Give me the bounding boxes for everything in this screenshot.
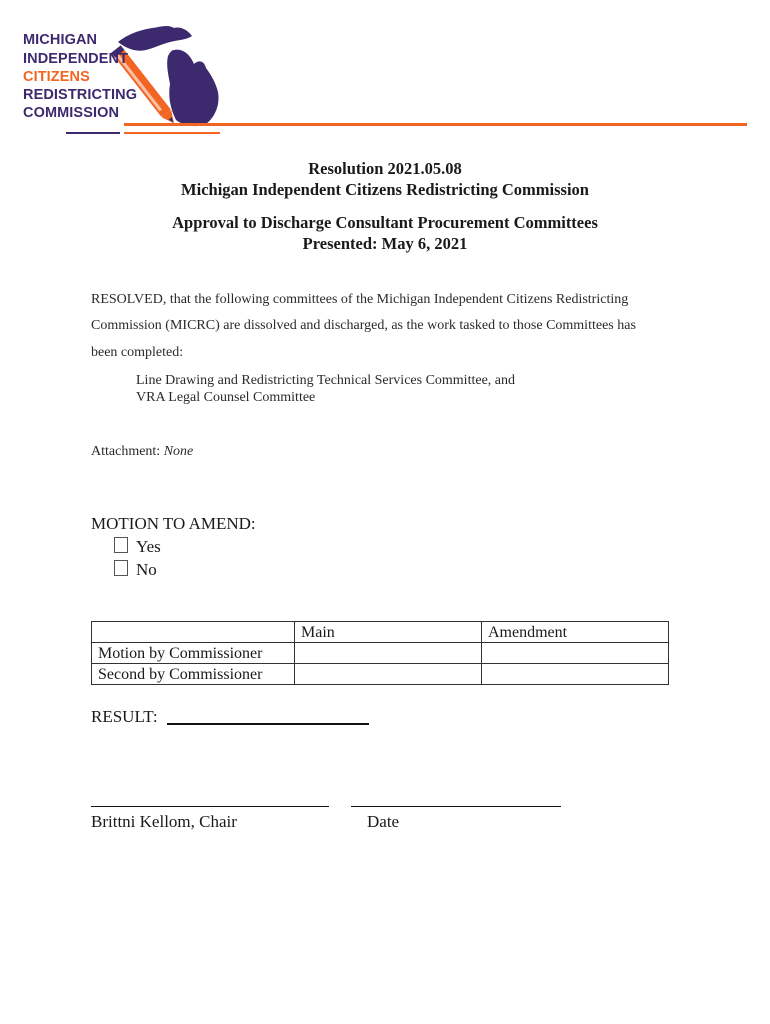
- date-label: Date: [367, 812, 400, 831]
- committee-item-2: VRA Legal Counsel Committee: [136, 390, 316, 405]
- option-label-yes: Yes: [136, 537, 161, 556]
- attachment-line: [91, 444, 193, 460]
- signatory-name: Brittni Kellom, Chair: [91, 812, 237, 831]
- logo-underline-orange: [124, 132, 220, 134]
- row-label-second: Second by Commissioner: [92, 664, 295, 685]
- table-row: [92, 664, 669, 685]
- michigan-map-with-pen-icon: [108, 20, 248, 135]
- logo-text-line-5: COMMISSION: [23, 105, 120, 121]
- table-header-amendment: Amendment: [482, 622, 669, 643]
- table-header-row: [92, 622, 669, 643]
- checkbox-icon[interactable]: [114, 560, 128, 576]
- motion-option-yes[interactable]: [114, 537, 161, 557]
- motion-amendment-cell[interactable]: [482, 643, 669, 664]
- logo-text-line-2: INDEPENDENT: [23, 51, 129, 67]
- motion-to-amend-title: MOTION TO AMEND:: [91, 514, 256, 533]
- logo-text-line-3: CITIZENS: [23, 69, 90, 85]
- checkbox-icon[interactable]: [114, 537, 128, 553]
- table-header-cell: [92, 622, 295, 643]
- result-blank-line[interactable]: [167, 723, 369, 725]
- presented-date: Presented: May 6, 2021: [302, 234, 468, 253]
- result-label: RESULT:: [91, 707, 158, 726]
- resolution-text-line-3: been completed:: [91, 345, 184, 360]
- resolution-title: Approval to Discharge Consultant Procurement Committees: [172, 213, 598, 232]
- row-label-motion: Motion by Commissioner: [92, 643, 295, 664]
- motion-table: [91, 621, 669, 685]
- organization-name: Michigan Independent Citizens Redistricting Commission: [181, 180, 589, 199]
- motion-main-cell[interactable]: [295, 643, 482, 664]
- signature-line[interactable]: [91, 806, 329, 807]
- logo-underline-purple: [66, 132, 120, 134]
- resolution-text-line-2: Commission (MICRC) are dissolved and discharged, as the work tasked to those Committees has: [91, 318, 636, 333]
- resolution-number: Resolution 2021.05.08: [308, 159, 462, 178]
- logo-text-line-1: MICHIGAN: [23, 32, 98, 48]
- committee-item-1: Line Drawing and Redistricting Technical Services Committee, and: [136, 373, 515, 388]
- header-divider: [124, 123, 747, 126]
- motion-option-no[interactable]: [114, 560, 157, 580]
- option-label-no: No: [136, 560, 157, 579]
- commission-logo: [20, 20, 260, 140]
- table-header-main: Main: [295, 622, 482, 643]
- resolution-text-line-1: RESOLVED, that the following committees of the Michigan Independent Citizens Redistricting: [91, 292, 629, 307]
- attachment-label: Attachment:: [91, 444, 161, 459]
- second-amendment-cell[interactable]: [482, 664, 669, 685]
- table-row: [92, 643, 669, 664]
- attachment-value: None: [163, 444, 194, 459]
- logo-text-line-4: REDISTRICTING: [23, 87, 138, 103]
- date-line[interactable]: [351, 806, 561, 807]
- second-main-cell[interactable]: [295, 664, 482, 685]
